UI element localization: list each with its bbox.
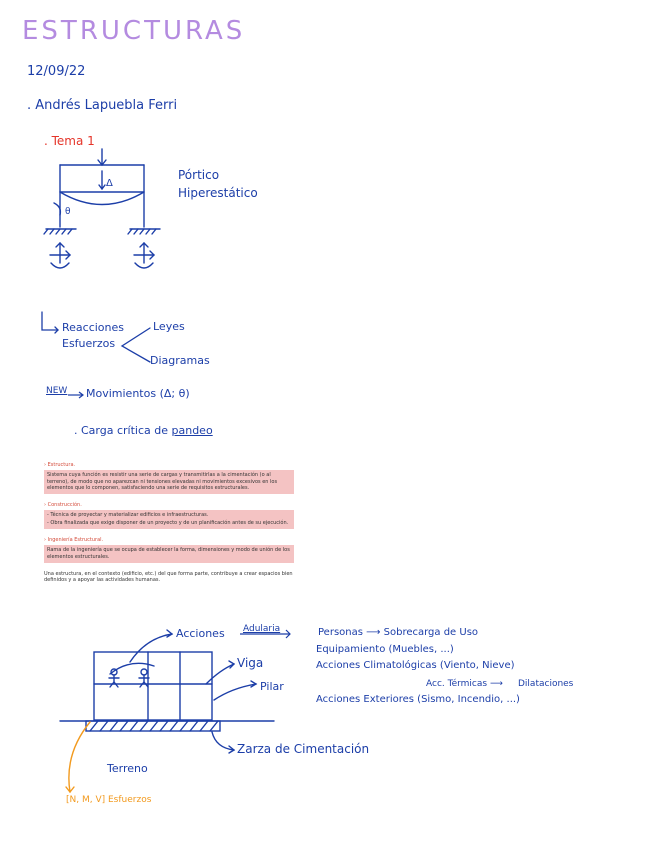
construccion-item-2: - Obra finalizada que exige disponer de un proyecto y de un planificación antes de su ejecución. — [47, 519, 289, 526]
zarza-label: Zarza de Cimentación — [237, 742, 370, 756]
estructura-text: Sistema cuya función es resistir una serie de cargas y transmitirlas a la cimentación (o al terreno), de modo que no aparezcan ni tensiones elevadas ni movimientos excesivos en los elementos que lo componen, satisfaciendo una serie de requisitos estructurales. — [47, 472, 278, 491]
dilataciones-label: Dilataciones — [518, 679, 574, 689]
equipamiento-label: Equipamiento (Muebles, ...) — [316, 644, 454, 655]
estructura-heading: › Estructura. — [44, 462, 294, 468]
climatologicas-label: Acciones Climatológicas (Viento, Nieve) — [316, 660, 515, 671]
new-arrow-icon — [68, 390, 86, 400]
page-title: ESTRUCTURAS — [22, 16, 246, 46]
exteriores-label: Acciones Exteriores (Sismo, Incendio, ...) — [316, 694, 520, 705]
outline-reacciones-esfuerzos — [62, 320, 124, 352]
notes-block — [44, 462, 294, 584]
portico-type: Hiperestático — [178, 186, 258, 200]
reacciones-label: Reacciones — [62, 321, 125, 334]
ingenieria-box — [44, 545, 294, 563]
pandeo-word: pandeo — [171, 424, 213, 437]
personas-label: Personas ⟶ Sobrecarga de Uso — [318, 627, 479, 638]
delta-symbol: Δ — [106, 178, 113, 189]
carga-prefix: . Carga crítica de — [74, 424, 172, 437]
diagramas-label: Diagramas — [150, 354, 210, 367]
terreno-label: Terreno — [107, 762, 148, 775]
tema-label: . Tema 1 — [44, 134, 95, 148]
ingenieria-heading: › Ingeniería Estructural. — [44, 537, 294, 543]
new-tag: NEW — [46, 386, 68, 396]
portico-name: Pórtico — [178, 168, 220, 182]
construccion-box — [44, 510, 294, 529]
leyes-label: Leyes — [153, 320, 185, 333]
adularia-label: Adularia — [243, 624, 281, 634]
construccion-heading: › Construcción. — [44, 502, 294, 508]
carga-critica — [74, 424, 213, 437]
theta-symbol: θ — [65, 207, 71, 217]
esfuerzos-label: Esfuerzos — [62, 337, 116, 350]
construccion-item-1: - Técnica de proyectar y materializar edificios e infraestructuras. — [47, 512, 209, 519]
acciones-label: Acciones — [176, 627, 225, 640]
portico-label — [178, 166, 258, 202]
portico-sketch — [36, 145, 176, 280]
pilar-label: Pilar — [260, 680, 284, 693]
esfuerzos-nmv-label: [N, M, V] Esfuerzos — [66, 795, 152, 805]
date: 12/09/22 — [27, 64, 86, 79]
ingenieria-text: Rama de la ingeniería que se ocupa de establecer la forma, dimensiones y modo de unión de los elementos estructurales. — [47, 547, 290, 560]
viga-label: Viga — [237, 656, 264, 670]
movimientos-label: Movimientos (Δ; θ) — [86, 387, 190, 400]
building-sketch — [56, 624, 320, 814]
estructura-box — [44, 470, 294, 494]
author: . Andrés Lapuebla Ferri — [27, 98, 178, 113]
termicas-label: Acc. Térmicas ⟶ — [426, 679, 503, 689]
estructura-definition: Una estructura, en el contexto (edificio, etc.) del que forma parte, contribuye a crear espacios bien definidos y a apoyar las actividades humanas. — [44, 570, 293, 584]
